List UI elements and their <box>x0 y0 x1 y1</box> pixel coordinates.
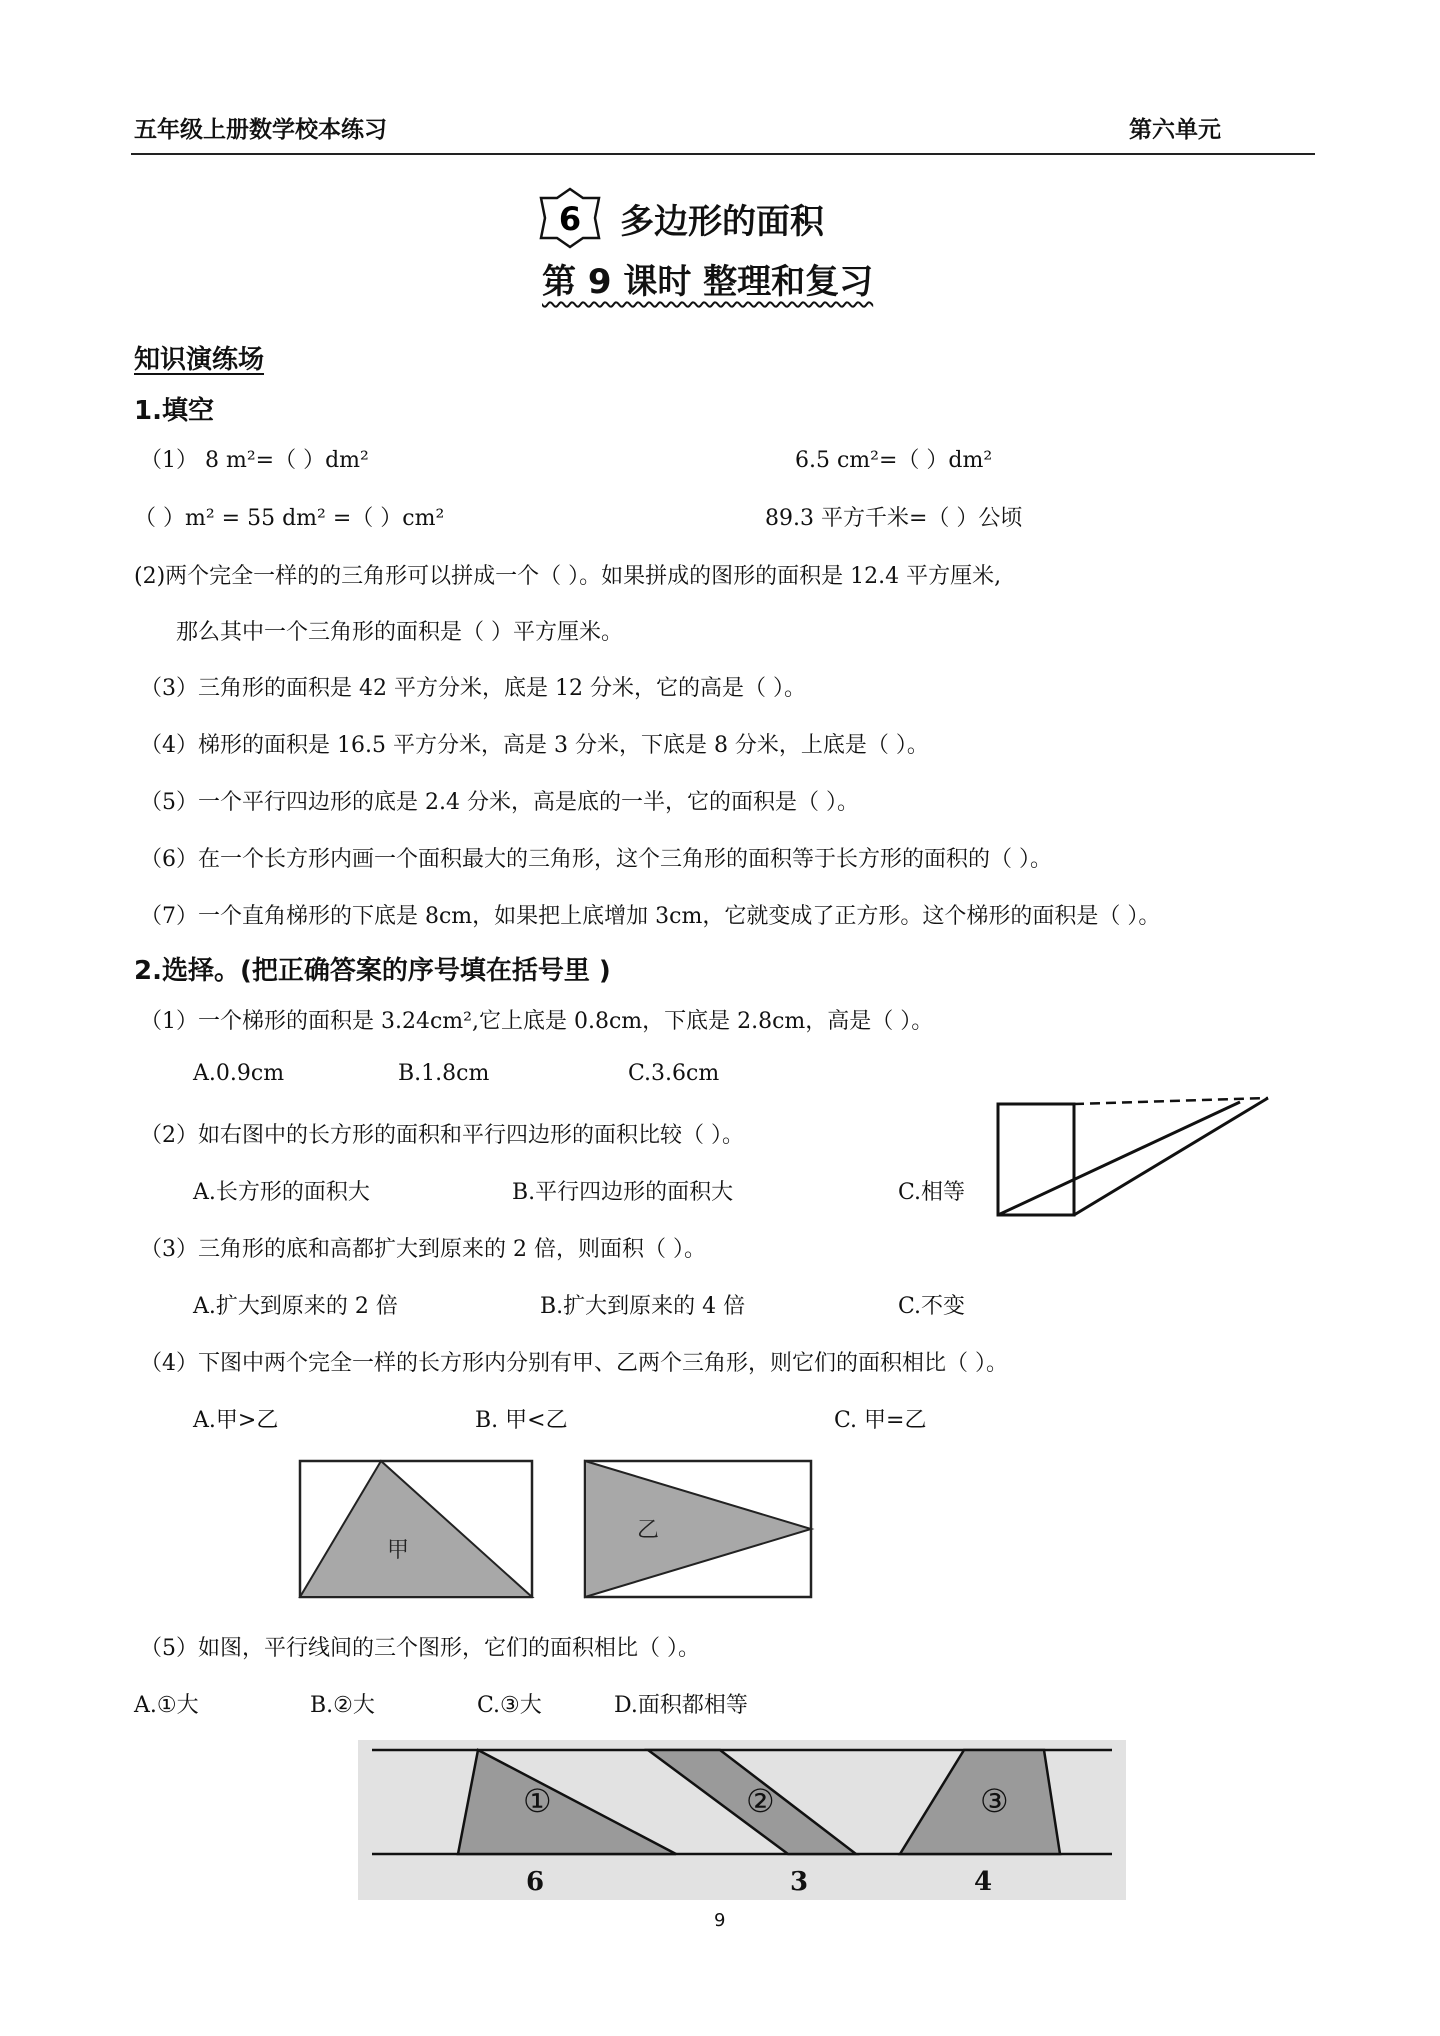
q1-line-8: （6）在一个长方形内画一个面积最大的三角形，这个三角形的面积等于长方形的面积的（ ）。 <box>140 847 1052 872</box>
shape-2-label: ② <box>746 1782 775 1820</box>
base-1-label: 6 <box>526 1867 545 1897</box>
q1-line-1a: （1） 8 m²=（ ）dm² <box>140 448 369 473</box>
q1-line-5: （3）三角形的面积是 42 平方分米，底是 12 分米，它的高是（ ）。 <box>140 676 806 701</box>
q1-line-3: (2)两个完全一样的的三角形可以拼成一个（ ）。如果拼成的图形的面积是 12.4 平方厘米, <box>134 564 1002 589</box>
triangles-figure <box>295 1455 835 1605</box>
q1-heading: 1.填空 <box>134 396 214 426</box>
q1-line-4: 那么其中一个三角形的面积是（ ）平方厘米。 <box>176 620 623 645</box>
q2-p4-a: A.甲>乙 <box>193 1408 279 1433</box>
shape-1-label: ① <box>523 1782 552 1820</box>
header-right: 第六单元 <box>1129 117 1221 143</box>
unit-badge-icon <box>535 186 605 250</box>
section-title: 知识演练场 <box>134 345 265 375</box>
triangle-yi-label: 乙 <box>637 1518 660 1543</box>
q2-p1-a: A.0.9cm <box>193 1061 285 1086</box>
q1-line-6: （4）梯形的面积是 16.5 平方分米，高是 3 分米，下底是 8 分米，上底是（ ）。 <box>140 733 929 758</box>
q1-line-2a: （ ）m² = 55 dm² =（ ）cm² <box>134 506 445 531</box>
q2-p5-c: C.③大 <box>477 1693 542 1718</box>
q2-p4: （4）下图中两个完全一样的长方形内分别有甲、乙两个三角形，则它们的面积相比（ ）。 <box>140 1351 1008 1376</box>
base-3-label: 4 <box>974 1867 993 1897</box>
q2-p5: （5）如图，平行线间的三个图形，它们的面积相比（ ）。 <box>140 1636 700 1661</box>
q2-p2-a: A.长方形的面积大 <box>193 1180 370 1205</box>
unit-title: 多边形的面积 <box>620 202 824 242</box>
q1-line-1b: 6.5 cm²=（ ）dm² <box>795 448 993 473</box>
q2-p5-d: D.面积都相等 <box>614 1693 748 1718</box>
base-2-label: 3 <box>790 1867 809 1897</box>
q2-p3-a: A.扩大到原来的 2 倍 <box>193 1294 398 1319</box>
q2-p5-b: B.②大 <box>310 1693 375 1718</box>
page-number: 9 <box>714 1910 726 1931</box>
q2-p2: （2）如右图中的长方形的面积和平行四边形的面积比较（ ）。 <box>140 1123 744 1148</box>
q2-p4-b: B. 甲<乙 <box>475 1408 568 1433</box>
header-rule <box>131 153 1315 155</box>
q2-p5-a: A.①大 <box>134 1693 199 1718</box>
q2-p3: （3）三角形的底和高都扩大到原来的 2 倍，则面积（ ）。 <box>140 1237 706 1262</box>
q2-p3-b: B.扩大到原来的 4 倍 <box>540 1294 746 1319</box>
q2-p1: （1）一个梯形的面积是 3.24cm²,它上底是 0.8cm，下底是 2.8cm，高是（ ）。 <box>140 1009 934 1034</box>
q1-line-9: （7）一个直角梯形的下底是 8cm，如果把上底增加 3cm，它就变成了正方形。这个梯形的面积是（ ）。 <box>140 904 1161 929</box>
unit-number: 6 <box>558 200 582 238</box>
q2-p1-b: B.1.8cm <box>398 1061 490 1086</box>
q2-p2-c: C.相等 <box>898 1180 966 1205</box>
triangle-jia-label: 甲 <box>387 1538 410 1563</box>
q1-line-7: （5）一个平行四边形的底是 2.4 分米，高是底的一半，它的面积是（ ）。 <box>140 790 859 815</box>
q2-p3-c: C.不变 <box>898 1294 966 1319</box>
q2-p4-c: C. 甲=乙 <box>834 1408 927 1433</box>
q2-heading: 2.选择。(把正确答案的序号填在括号里 ) <box>134 956 611 986</box>
shape-3-label: ③ <box>980 1782 1009 1820</box>
q1-line-2b: 89.3 平方千米=（ ）公顷 <box>765 506 1023 531</box>
lesson-title: 第 9 课时 整理和复习 <box>542 262 874 302</box>
parallel-lines-figure <box>358 1740 1126 1900</box>
rectangle-parallelogram-figure <box>990 1092 1270 1222</box>
q2-p1-c: C.3.6cm <box>628 1061 720 1086</box>
q2-p2-b: B.平行四边形的面积大 <box>512 1180 734 1205</box>
header-left: 五年级上册数学校本练习 <box>134 117 387 143</box>
